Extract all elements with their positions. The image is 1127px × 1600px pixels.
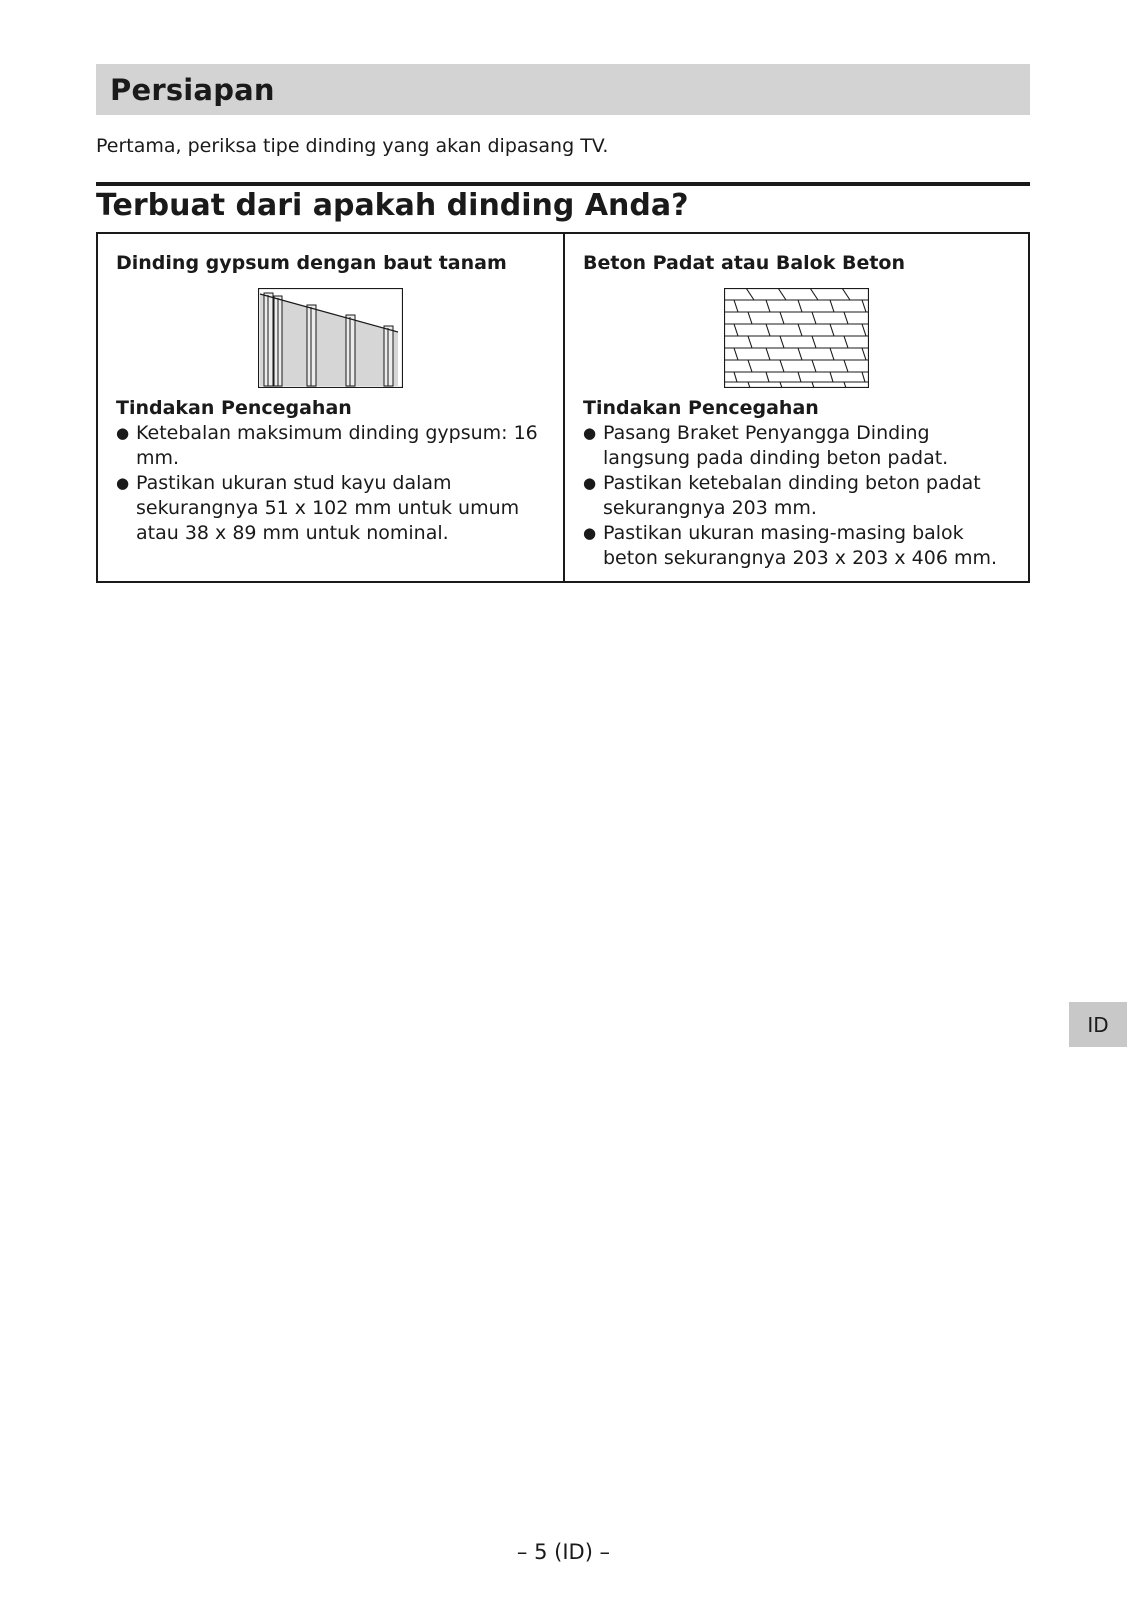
list-item: ● Pasang Braket Penyangga Dinding langsung pada dinding beton padat. xyxy=(583,421,1010,471)
section-title: Persiapan xyxy=(110,72,275,107)
precautions-list xyxy=(116,421,545,546)
intro-text: Pertama, periksa tipe dinding yang akan dipasang TV. xyxy=(96,135,609,157)
page-number: – 5 (ID) – xyxy=(516,1540,611,1564)
precautions-heading: Tindakan Pencegahan xyxy=(583,397,819,419)
wall-type-title: Dinding gypsum dengan baut tanam xyxy=(116,252,507,274)
list-item: ● Ketebalan maksimum dinding gypsum: 16 mm. xyxy=(116,421,545,471)
brick-wall-icon xyxy=(724,288,869,388)
wall-type-concrete xyxy=(563,234,1028,581)
language-tab: ID xyxy=(1069,1002,1127,1047)
wall-type-table xyxy=(96,232,1030,583)
list-item: ● Pastikan ukuran masing-masing balok beton sekurangnya 203 x 203 x 406 mm. xyxy=(583,521,1010,571)
wall-type-drywall xyxy=(98,234,563,581)
wall-type-title: Beton Padat atau Balok Beton xyxy=(583,252,906,274)
precautions-heading: Tindakan Pencegahan xyxy=(116,397,352,419)
precautions-list xyxy=(583,421,1010,571)
list-item: ● Pastikan ketebalan dinding beton padat sekurangnya 203 mm. xyxy=(583,471,1010,521)
drywall-studs-icon xyxy=(258,288,403,388)
wall-question-heading: Terbuat dari apakah dinding Anda? xyxy=(96,188,689,223)
list-item: ● Pastikan ukuran stud kayu dalam sekurangnya 51 x 102 mm untuk umum atau 38 x 89 mm untuk nominal. xyxy=(116,471,545,546)
section-header xyxy=(96,64,1030,115)
